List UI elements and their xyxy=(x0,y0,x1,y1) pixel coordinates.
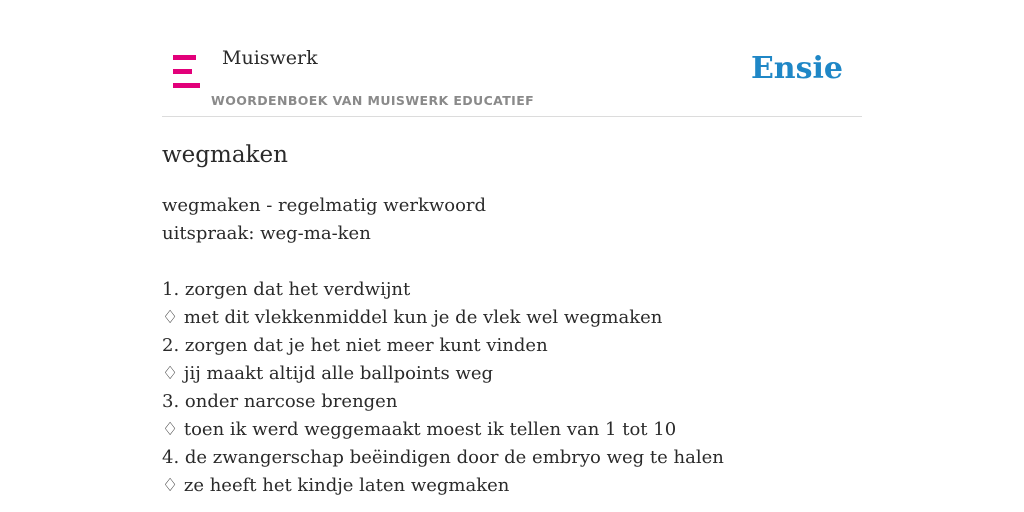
entry-body xyxy=(162,192,862,500)
sense-definition-2: 2. zorgen dat je het niet meer kunt vinden xyxy=(162,335,548,356)
sense-example-4: ♢ ze heeft het kindje laten wegmaken xyxy=(162,475,510,496)
sense-example-3: ♢ toen ik werd weggemaakt moest ik tellen van 1 tot 10 xyxy=(162,419,677,440)
sense-definition-3: 3. onder narcose brengen xyxy=(162,391,398,412)
entry-pronunciation: uitspraak: weg-ma-ken xyxy=(162,223,371,244)
site-header xyxy=(162,0,862,117)
sense-definition-1: 1. zorgen dat het verdwijnt xyxy=(162,279,411,300)
entry-spacer xyxy=(162,248,862,276)
entry-content xyxy=(162,138,862,500)
logo-bar-bottom xyxy=(173,83,200,88)
ensie-brand-link[interactable]: Ensie xyxy=(750,51,843,86)
muiswerk-logo-icon[interactable] xyxy=(173,55,200,88)
entry-grammar: wegmaken - regelmatig werkwoord xyxy=(162,195,487,216)
logo-bar-top xyxy=(173,55,196,60)
site-subtitle: WOORDENBOEK VAN MUISWERK EDUCATIEF xyxy=(211,93,535,108)
logo-bar-middle xyxy=(173,69,192,74)
sense-example-1: ♢ met dit vlekkenmiddel kun je de vlek wel wegmaken xyxy=(162,307,663,328)
entry-title: wegmaken xyxy=(162,142,288,168)
site-name-link[interactable]: Muiswerk xyxy=(222,47,318,69)
sense-definition-4: 4. de zwangerschap beëindigen door de embryo weg te halen xyxy=(162,447,724,468)
sense-example-2: ♢ jij maakt altijd alle ballpoints weg xyxy=(162,363,494,384)
